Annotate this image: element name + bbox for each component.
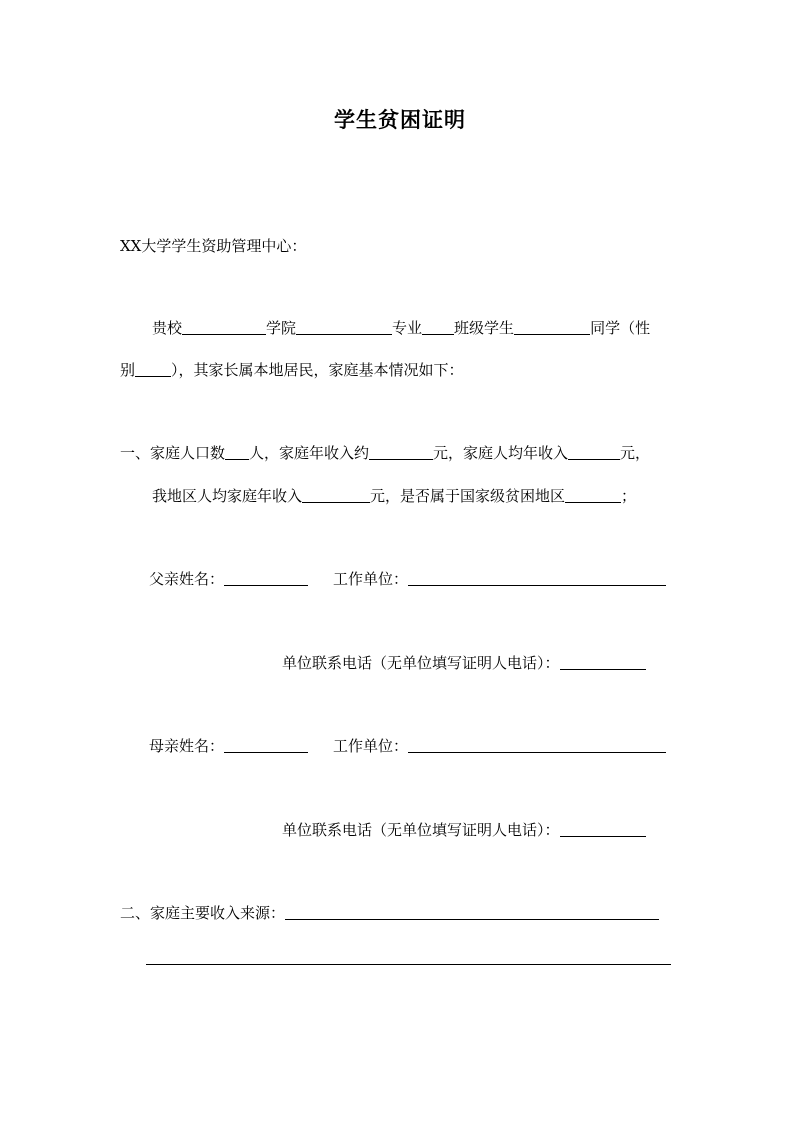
major-blank[interactable] bbox=[422, 318, 454, 335]
intro-line-2 bbox=[120, 360, 464, 380]
intro-text-class: 班级学生 bbox=[454, 319, 515, 337]
father-name-label: 父亲姓名： bbox=[149, 570, 225, 588]
regional-income-blank[interactable] bbox=[302, 486, 370, 503]
father-row bbox=[149, 569, 308, 589]
intro-text-college: 学院 bbox=[266, 319, 297, 337]
mother-work-blank[interactable] bbox=[408, 736, 666, 753]
section2-row bbox=[120, 903, 659, 923]
father-work-label: 工作单位： bbox=[333, 570, 409, 588]
mother-phone-label: 单位联系电话（无单位填写证明人电话）： bbox=[282, 821, 560, 839]
section1-text-population: 一、家庭人口数 bbox=[120, 444, 226, 462]
document-title: 学生贫困证明 bbox=[334, 107, 466, 132]
intro-line-1 bbox=[152, 318, 650, 338]
poverty-area-blank[interactable] bbox=[565, 486, 621, 503]
father-work-blank[interactable] bbox=[408, 569, 666, 586]
father-phone-blank[interactable] bbox=[560, 653, 646, 670]
mother-name-blank[interactable] bbox=[224, 736, 308, 753]
school-blank[interactable] bbox=[182, 318, 266, 335]
income-source-blank[interactable] bbox=[285, 903, 659, 920]
intro-text-school: 贵校 bbox=[152, 319, 183, 337]
family-income-blank[interactable] bbox=[369, 443, 433, 460]
mother-work-label: 工作单位： bbox=[333, 737, 409, 755]
intro-text-resident: ），其家长属本地居民，家庭基本情况如下： bbox=[171, 361, 464, 379]
mother-work-row bbox=[333, 736, 666, 756]
section1-text-poverty: 元，是否属于国家级贫困地区 bbox=[370, 487, 566, 505]
section1-line-2 bbox=[152, 486, 636, 506]
father-phone-row bbox=[282, 653, 646, 673]
per-capita-income-blank[interactable] bbox=[568, 443, 620, 460]
mother-row bbox=[149, 736, 308, 756]
intro-text-major: 专业 bbox=[392, 319, 423, 337]
section1-text-end: ； bbox=[621, 487, 637, 505]
population-blank[interactable] bbox=[225, 443, 249, 460]
student-name-blank[interactable] bbox=[514, 318, 590, 335]
salutation: XX大学学生资助管理中心： bbox=[120, 237, 307, 255]
gender-blank[interactable] bbox=[135, 360, 171, 377]
father-name-blank[interactable] bbox=[224, 569, 308, 586]
intro-text-bie: 别 bbox=[120, 361, 136, 379]
section1-text-yuan: 元， bbox=[620, 444, 651, 462]
college-blank[interactable] bbox=[296, 318, 392, 335]
mother-name-label: 母亲姓名： bbox=[149, 737, 225, 755]
section1-text-percapita: 元，家庭人均年收入 bbox=[433, 444, 569, 462]
intro-text-gender: 同学（性 bbox=[590, 319, 651, 337]
income-source-continuation-line[interactable] bbox=[146, 964, 671, 965]
mother-phone-blank[interactable] bbox=[560, 820, 646, 837]
section1-text-income: 人，家庭年收入约 bbox=[249, 444, 370, 462]
section2-label: 二、家庭主要收入来源： bbox=[120, 904, 286, 922]
section1-text-regional: 我地区人均家庭年收入 bbox=[152, 487, 303, 505]
mother-phone-row bbox=[282, 820, 646, 840]
section1-line-1 bbox=[120, 443, 650, 463]
father-work-row bbox=[333, 569, 666, 589]
father-phone-label: 单位联系电话（无单位填写证明人电话）： bbox=[282, 654, 560, 672]
